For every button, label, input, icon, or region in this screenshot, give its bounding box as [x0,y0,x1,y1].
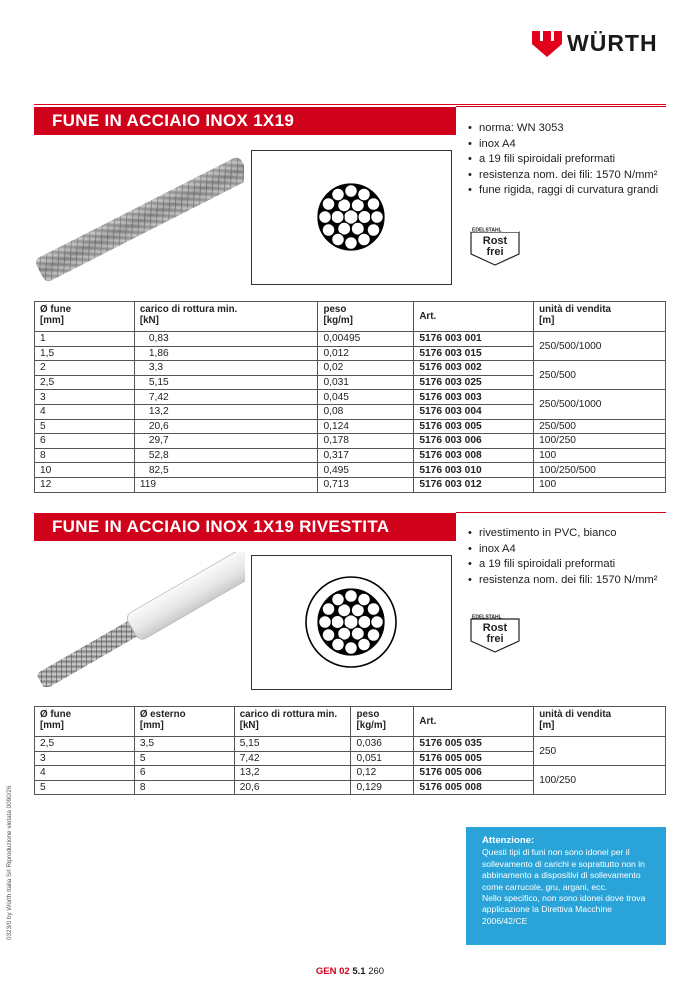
feature-item: • norma: WN 3053 [468,121,658,137]
cell: 0,036 [351,737,414,752]
cell: 250/500/1000 [534,332,666,361]
cell: 250 [534,737,666,766]
table-row [35,477,666,492]
wire-rope-illustration [34,142,244,282]
note-line: 2006/42/CE [482,915,528,926]
table-header-row [35,302,666,332]
cell: 5176 003 003 [414,390,534,405]
cell: 0,495 [318,463,414,478]
feature-item: • inox A4 [468,137,658,153]
wurth-logo [532,30,658,57]
cell: 10 [35,463,135,478]
cell: 3,3 [134,361,318,376]
page-footer [0,966,700,977]
table-row [35,419,666,434]
coated-cross-section-box [251,555,452,690]
cell: 0,031 [318,375,414,390]
cell: 12 [35,477,135,492]
cell: 0,129 [351,780,414,795]
cell: 5176 003 010 [414,463,534,478]
feature-item: • a 19 fili spiroidali preformati [468,152,658,168]
table-row [35,766,666,781]
cell: 100/250 [534,766,666,795]
cell: 0,00495 [318,332,414,347]
wurth-logo-icon [532,31,562,57]
col-header: carico di rottura min. [kN] [234,707,351,737]
section1-rule [456,106,666,107]
cell: 0,02 [318,361,414,376]
cross-section-diagram [252,151,451,284]
col-header: Ø fune [mm] [35,302,135,332]
cell: 100/250/500 [534,463,666,478]
cell: 0,012 [318,346,414,361]
cell: 5176 003 012 [414,477,534,492]
coated-rope-spec-table [34,706,666,795]
cell: 5176 003 025 [414,375,534,390]
section2-features [468,526,657,588]
table-row [35,737,666,752]
rostfrei-badge-icon [470,226,520,266]
cell: 13,2 [234,766,351,781]
cell: 250/500 [534,419,666,434]
cell: 5176 003 006 [414,434,534,449]
cell: 0,83 [134,332,318,347]
cell: 82,5 [134,463,318,478]
note-line: Questi tipi di funi non sono idonei per il [482,847,630,858]
cell: 1,5 [35,346,135,361]
col-header: carico di rottura min. [kN] [134,302,318,332]
cell: 0,124 [318,419,414,434]
cell: 5176 005 008 [414,780,534,795]
cell: 0,051 [351,751,414,766]
rostfrei-badge-icon [470,613,520,653]
feature-item: • fune rigida, raggi di curvatura grandi [468,183,658,199]
warning-note [466,827,666,945]
cell: 250/500 [534,361,666,390]
cell: 5176 003 015 [414,346,534,361]
badge-line2: frei [486,246,504,258]
page-number: 260 [368,966,385,977]
table-row [35,448,666,463]
cell: 8 [134,780,234,795]
cell: 5176 003 008 [414,448,534,463]
copyright-side-text: 0323/0 by Würth Italia Srl Riproduzione vietata 0090/26 [6,785,13,940]
cell: 100 [534,477,666,492]
cell: 5176 003 002 [414,361,534,376]
col-header: peso [kg/m] [318,302,414,332]
cross-section-box [251,150,452,285]
cell: 5,15 [134,375,318,390]
cell: 0,317 [318,448,414,463]
feature-item: • resistenza nom. dei fili: 1570 N/mm² [468,168,658,184]
section2-rule [456,512,666,513]
badge-top-text: EDELSTAHL [472,227,502,234]
table-row [35,390,666,405]
cell: 5176 005 035 [414,737,534,752]
coated-wire-illustration [30,552,245,687]
cell: 5176 003 005 [414,419,534,434]
cell: 0,12 [351,766,414,781]
cell: 2,5 [35,375,135,390]
table-row [35,361,666,376]
table-header-row [35,707,666,737]
cell: 100/250 [534,434,666,449]
coated-cross-section-diagram [252,556,451,689]
section1-features [468,121,658,199]
note-title: Attenzione: [482,835,535,846]
cell: 1,86 [134,346,318,361]
note-line: applicazione la Direttiva Macchine [482,904,612,915]
badge-line2: frei [486,633,504,645]
cell: 3,5 [134,737,234,752]
col-header: unità di vendita [m] [534,302,666,332]
cell: 0,713 [318,477,414,492]
note-line: sollevamento di carichi e soprattutto non in [482,858,645,869]
feature-item: • rivestimento in PVC, bianco [468,526,657,542]
cell: 13,2 [134,404,318,419]
rope-spec-table [34,301,666,493]
cell: 7,42 [234,751,351,766]
section2-banner [34,513,456,541]
col-header: unità di vendita [m] [534,707,666,737]
col-header: Art. [414,302,534,332]
section1-banner [34,107,456,135]
feature-item: • inox A4 [468,542,657,558]
cell: 1 [35,332,135,347]
col-header: Ø esterno [mm] [134,707,234,737]
cell: 100 [534,448,666,463]
cell: 3 [35,751,135,766]
cell: 5 [35,780,135,795]
cell: 0,08 [318,404,414,419]
cell: 7,42 [134,390,318,405]
cell: 5 [35,419,135,434]
cell: 6 [134,766,234,781]
cell: 5176 003 001 [414,332,534,347]
table-row [35,434,666,449]
cell: 52,8 [134,448,318,463]
section2-title: FUNE IN ACCIAIO INOX 1X19 RIVESTITA [52,517,390,536]
col-header: peso [kg/m] [351,707,414,737]
section1-title: FUNE IN ACCIAIO INOX 1X19 [52,111,295,130]
cell: 5176 005 005 [414,751,534,766]
cell: 6 [35,434,135,449]
cell: 4 [35,766,135,781]
cell: 8 [35,448,135,463]
header-rule [34,104,666,105]
cell: 20,6 [234,780,351,795]
note-line: Nello specifico, non sono idonei dove trova [482,893,646,904]
badge-top-text: EDELSTAHL [472,614,502,621]
feature-item: • a 19 fili spiroidali preformati [468,557,657,573]
cell: 5176 003 004 [414,404,534,419]
col-header: Ø fune [mm] [35,707,135,737]
cell: 4 [35,404,135,419]
badge-line1: Rost [482,622,508,634]
cell: 2 [35,361,135,376]
note-line: abbinamento a dispositivi di sollevamento [482,870,641,881]
cell: 5 [134,751,234,766]
badge-line1: Rost [482,235,508,247]
cell: 2,5 [35,737,135,752]
feature-item: • resistenza nom. dei fili: 1570 N/mm² [468,573,657,589]
cell: 5,15 [234,737,351,752]
cell: 0,178 [318,434,414,449]
table-row [35,463,666,478]
cell: 3 [35,390,135,405]
cell: 29,7 [134,434,318,449]
brand-name: WÜRTH [567,30,658,56]
cell: 0,045 [318,390,414,405]
catalog-code: GEN 02 [315,966,350,977]
cell: 250/500/1000 [534,390,666,419]
section-number: 5.1 [352,966,366,977]
cell: 5176 005 006 [414,766,534,781]
col-header: Art. [414,707,534,737]
cell: 20,6 [134,419,318,434]
table-row [35,332,666,347]
note-line: come carrucole, gru, argani, ecc. [482,881,608,892]
cell: 119 [134,477,318,492]
